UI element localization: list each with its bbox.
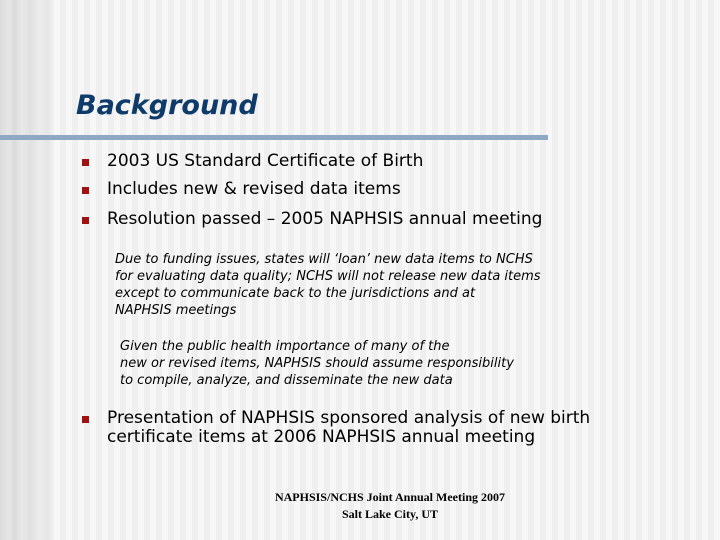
bullet-item bbox=[82, 210, 542, 229]
bullet-item bbox=[82, 180, 401, 199]
note-line: new or revised items, NAPHSIS should assume responsibility bbox=[120, 356, 514, 371]
note-line: to compile, analyze, and disseminate the new data bbox=[120, 373, 453, 388]
note-responsibility bbox=[120, 338, 514, 389]
note-line: NAPHSIS meetings bbox=[115, 303, 237, 318]
bullet-text: Includes new & revised data items bbox=[107, 179, 401, 199]
note-line: Due to funding issues, states will ‘loan’ new data items to NCHS bbox=[115, 252, 533, 267]
note-line: except to communicate back to the jurisdictions and at bbox=[115, 286, 476, 301]
footer bbox=[230, 489, 550, 523]
bullet-text: Presentation of NAPHSIS sponsored analysis of new birth certificate items at 2006 NAPHSIS annual meeting bbox=[107, 408, 591, 447]
square-bullet-icon bbox=[82, 187, 89, 194]
note-line: for evaluating data quality; NCHS will not release new data items bbox=[115, 269, 541, 284]
note-line: Given the public health importance of many of the bbox=[120, 339, 450, 354]
bullet-text: 2003 US Standard Certificate of Birth bbox=[107, 151, 424, 171]
footer-line: Salt Lake City, UT bbox=[341, 507, 438, 521]
square-bullet-icon bbox=[82, 159, 89, 166]
title-divider bbox=[0, 135, 548, 140]
note-funding bbox=[115, 251, 541, 319]
bullet-text: Resolution passed – 2005 NAPHSIS annual meeting bbox=[107, 209, 543, 229]
square-bullet-icon bbox=[82, 416, 89, 423]
square-bullet-icon bbox=[82, 217, 89, 224]
bullet-item bbox=[82, 152, 423, 171]
bullet-item bbox=[82, 409, 642, 447]
footer-line: NAPHSIS/NCHS Joint Annual Meeting 2007 bbox=[274, 490, 506, 504]
slide-title: Background bbox=[76, 90, 258, 121]
